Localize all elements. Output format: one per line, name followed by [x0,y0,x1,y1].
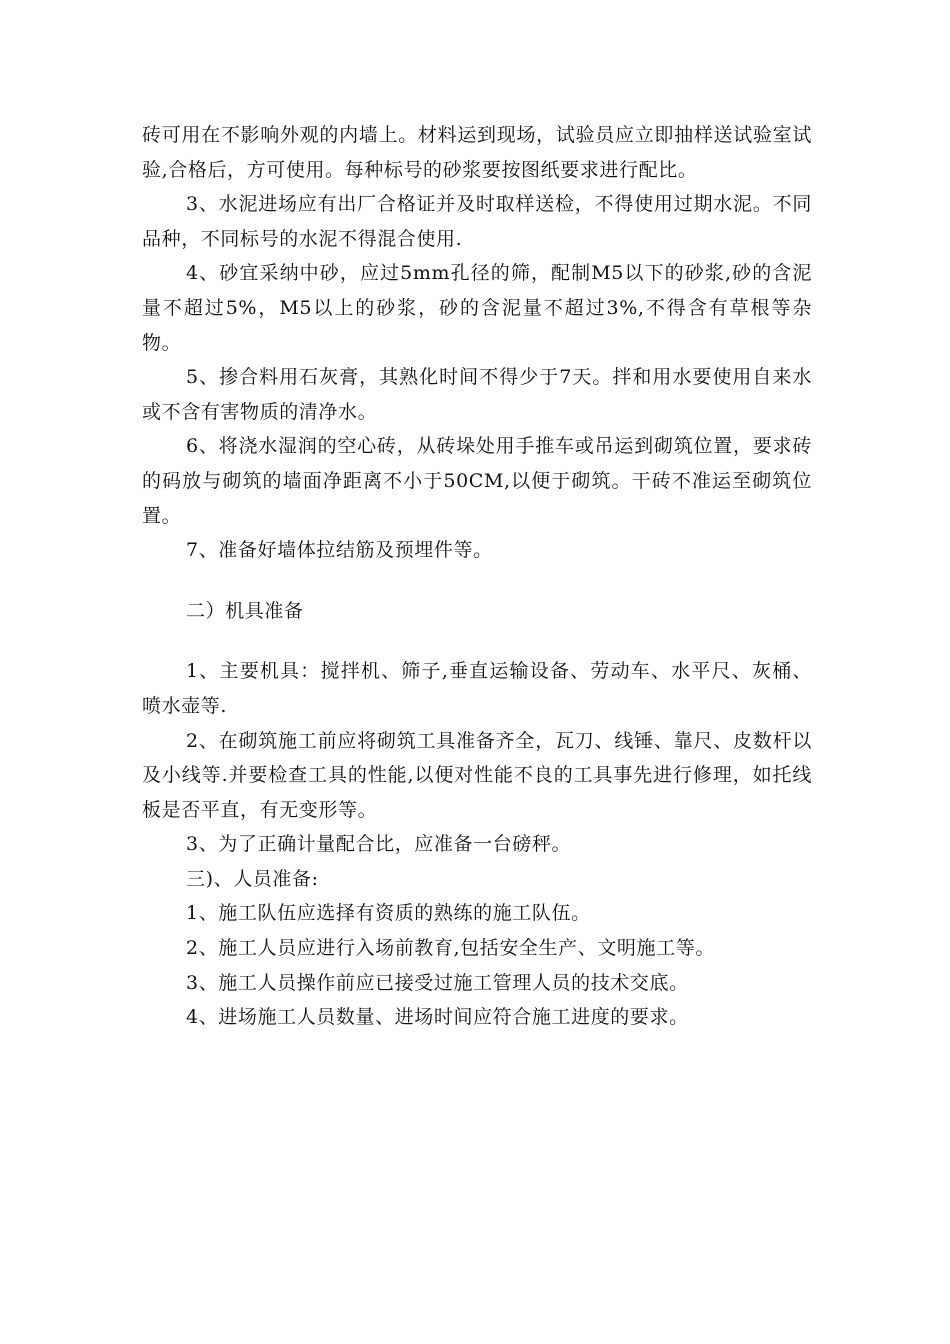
personnel-item-2: 2、施工人员应进行入场前教育,包括安全生产、文明施工等。 [186,937,715,960]
equipment-item-1: 1、主要机具：搅拌机、筛子,垂直运输设备、劳动车、水平尺、灰桶、喷水壶等. [142,660,812,717]
section-heading-personnel: 三)、人员准备: [186,867,319,890]
paragraph-item-7: 7、准备好墙体拉结筋及预埋件等。 [186,539,493,562]
equipment-item-3: 3、为了正确计量配合比，应准备一台磅秤。 [186,833,572,856]
paragraph-item-5: 5、掺合料用石灰膏，其熟化时间不得少于7天。拌和用水要使用自来水或不含有害物质的清净水。 [142,366,812,423]
personnel-item-3: 3、施工人员操作前应已接受过施工管理人员的技术交底。 [186,971,689,994]
paragraph-item-6: 6、将浇水湿润的空心砖，从砖垛处用手推车或吊运到砌筑位置，要求砖的码放与砌筑的墙面净距离不小于50CM,以便于砌筑。干砖不准运至砌筑位置。 [142,435,812,527]
equipment-item-2: 2、在砌筑施工前应将砌筑工具准备齐全，瓦刀、线锤、靠尺、皮数杆以及小线等.并要检查工具的性能,以便对性能不良的工具事先进行修理，如托线板是否平直，有无变形等。 [142,729,812,821]
personnel-item-1: 1、施工队伍应选择有资质的熟练的施工队伍。 [186,902,591,925]
paragraph-item-4: 4、砂宜采纳中砂，应过5mm孔径的筛，配制M5以下的砂浆,砂的含泥量不超过5%，M5以上的砂浆，砂的含泥量不超过3%,不得含有草根等杂物。 [142,262,812,354]
paragraph-item-3: 3、水泥进场应有出厂合格证并及时取样送检，不得使用过期水泥。不同品种，不同标号的水泥不得混合使用. [142,193,812,250]
section-heading-equipment: 二）机具准备 [186,599,304,622]
document-page [142,118,812,1035]
personnel-item-4: 4、进场施工人员数量、进场时间应符合施工进度的要求。 [186,1006,689,1029]
paragraph-continuation: 砖可用在不影响外观的内墙上。材料运到现场，试验员应立即抽样送试验室试验,合格后，方可使用。每种标号的砂浆要按图纸要求进行配比。 [142,124,812,181]
